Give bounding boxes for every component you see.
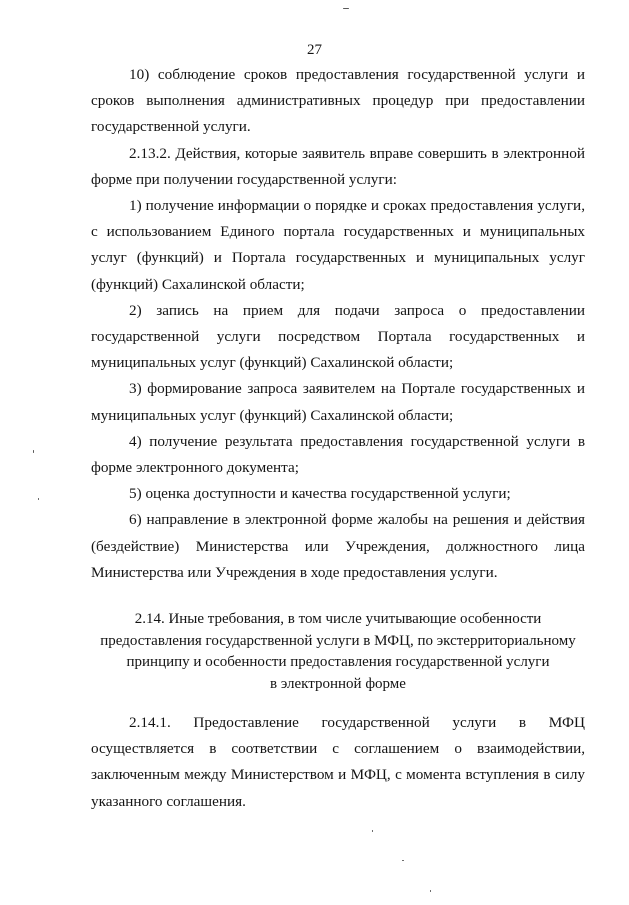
body-text <box>91 62 585 586</box>
section-heading-line: 2.14. Иные требования, в том числе учитывающие особенности <box>134 611 542 627</box>
page-number: 27 <box>307 42 322 58</box>
paragraph-item-1: 1) получение информации о порядке и сроках предоставления услуги, с использованием Единого портала государственных и муниципальных услуг (функций) и Портала государственных и муниципальных услуг (функций) Сахалинской области; <box>91 197 585 293</box>
paragraph-item-4: 4) получение результата предоставления государственной услуги в форме электронного документа; <box>91 432 585 477</box>
section-heading-line: предоставления государственной услуги в МФЦ, по экстерриториальному <box>100 632 576 649</box>
section-heading-line: принципу и особенности предоставления государственной услуги <box>126 654 550 670</box>
paragraph-item-6: 6) направление в электронной форме жалобы на решения и действия (бездействие) Министерства или Учреждения, должностного лица Министерства или Учреждения в ходе предоставления услуги. <box>91 511 585 581</box>
scan-speck <box>430 890 431 892</box>
paragraph-item-5: 5) оценка доступности и качества государственной услуги; <box>129 485 511 503</box>
paragraph-2-14-1: 2.14.1. Предоставление государственной услуги в МФЦ осуществляется в соответствии с соглашением о взаимодействии, заключенным между Министерством и МФЦ, с момента вступления в силу указанного соглашения. <box>91 714 585 810</box>
paragraph-item-10: 10) соблюдение сроков предоставления государственной услуги и сроков выполнения административных процедур при предоставлении государственной услуги. <box>91 66 585 136</box>
scan-speck <box>33 450 34 453</box>
paragraph-2-13-2: 2.13.2. Действия, которые заявитель вправе совершить в электронной форме при получении государственной услуги: <box>91 144 585 188</box>
section-body-text <box>91 710 585 815</box>
scan-speck <box>402 860 404 861</box>
scan-speck <box>372 830 373 832</box>
section-heading-2-14 <box>91 609 585 695</box>
section-heading-line: в электронной форме <box>270 675 406 692</box>
paragraph-item-2: 2) запись на прием для подачи запроса о предоставлении государственной услуги посредством Портала государственных и муниципальных услуг (функций) Сахалинской области; <box>91 301 585 372</box>
paragraph-item-3: 3) формирование запроса заявителем на Портале государственных и муниципальных услуг (функций) Сахалинской области; <box>91 380 585 424</box>
scan-speck <box>38 498 39 500</box>
scan-speck <box>343 8 349 9</box>
